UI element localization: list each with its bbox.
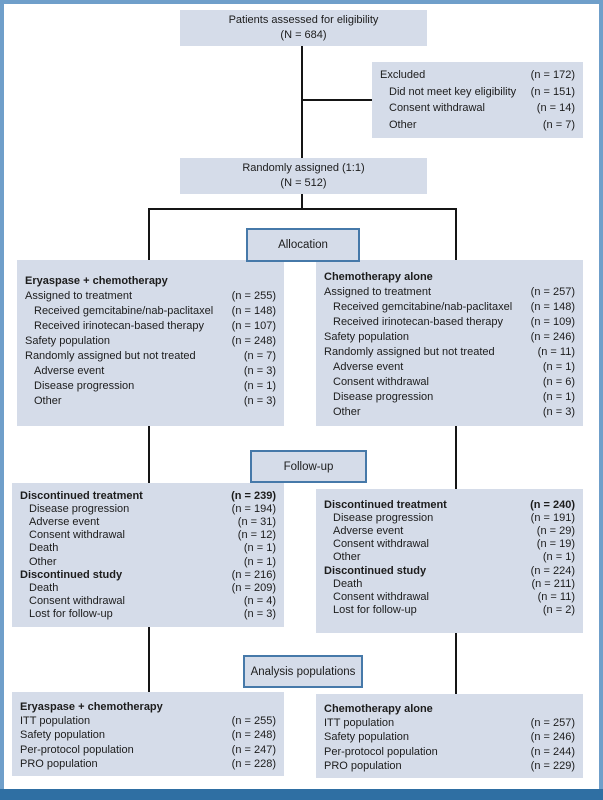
connector-line <box>455 633 457 694</box>
connector-line <box>455 209 457 260</box>
stat-row <box>25 393 276 408</box>
stat-value: (n = 257) <box>530 717 575 730</box>
stat-row <box>324 299 575 314</box>
stat-row <box>380 100 575 117</box>
analysis-right-rows <box>324 716 575 773</box>
stat-row <box>324 314 575 329</box>
stat-label: Consent withdrawal <box>333 538 429 551</box>
stat-value: (n = 246) <box>530 330 575 343</box>
stat-value: (n = 148) <box>231 304 276 317</box>
stat-label: Consent withdrawal <box>389 102 485 115</box>
analysis-right-box <box>316 694 583 778</box>
stat-label: Received gemcitabine/nab-paclitaxel <box>333 300 513 313</box>
stat-value: (n = 14) <box>536 102 575 115</box>
stat-value: (n = 109) <box>530 315 575 328</box>
stat-value: (n = 228) <box>231 757 276 770</box>
stat-row <box>324 344 575 359</box>
stat-value: (n = 191) <box>530 511 575 524</box>
randomized-box-text: Randomly assigned (1:1) <box>242 162 365 174</box>
stat-label: Excluded <box>380 69 426 82</box>
stat-row <box>20 542 276 555</box>
stat-row <box>324 577 575 590</box>
stat-value: (n = 255) <box>231 289 276 302</box>
analysis-stage-label-text: Analysis populations <box>250 665 356 678</box>
arm-title: Eryaspase + chemotherapy <box>25 274 168 287</box>
eligibility-box-count: (N = 684) <box>280 29 327 41</box>
stat-row <box>324 404 575 419</box>
stat-label: Discontinued study <box>20 568 123 581</box>
stat-value: (n = 107) <box>231 319 276 332</box>
stat-label: Other <box>333 405 361 418</box>
stat-value: (n = 248) <box>231 729 276 742</box>
followup-right-box <box>316 489 583 633</box>
stat-label: Assigned to treatment <box>324 285 432 298</box>
stat-value: (n = 239) <box>231 489 276 502</box>
stat-value: (n = 31) <box>237 515 276 528</box>
analysis-left-box <box>12 692 284 776</box>
stat-label: Death <box>29 581 59 594</box>
connector-line <box>148 209 150 260</box>
allocation-stage-label <box>246 228 360 262</box>
stat-label: Did not meet key eligibility <box>389 85 517 98</box>
stat-row <box>20 502 276 515</box>
stat-label: Adverse event <box>333 524 404 537</box>
stat-row <box>324 716 575 730</box>
stat-row <box>324 498 575 511</box>
stat-row <box>20 581 276 594</box>
connector-line <box>148 208 457 210</box>
stat-value: (n = 194) <box>231 502 276 515</box>
stat-row <box>324 551 575 564</box>
allocation-right-rows <box>324 284 575 419</box>
randomized-box-count: (N = 512) <box>280 177 327 189</box>
stat-value: (n = 216) <box>231 568 276 581</box>
allocation-stage-label-text: Allocation <box>278 239 328 251</box>
stat-label: Assigned to treatment <box>25 289 133 302</box>
stat-label: ITT population <box>20 715 91 728</box>
stat-label: Consent withdrawal <box>29 595 125 608</box>
stat-label: Safety population <box>20 729 106 742</box>
bottom-accent-bar <box>0 789 603 800</box>
stat-row <box>324 389 575 404</box>
arm-title: Chemotherapy alone <box>324 270 433 283</box>
stat-row <box>324 759 575 773</box>
stat-row <box>20 515 276 528</box>
stat-label: Lost for follow-up <box>29 608 113 621</box>
stat-label: Per-protocol population <box>20 743 134 756</box>
stat-label: Received gemcitabine/nab-paclitaxel <box>34 304 214 317</box>
stat-row <box>25 363 276 378</box>
arm-title: Eryaspase + chemotherapy <box>20 701 163 714</box>
stat-label: Death <box>29 542 59 555</box>
stat-value: (n = 3) <box>243 364 276 377</box>
allocation-left-rows <box>25 288 276 408</box>
stat-value: (n = 209) <box>231 581 276 594</box>
stat-value: (n = 1) <box>243 555 276 568</box>
stat-row <box>324 564 575 577</box>
stat-label: Adverse event <box>34 364 105 377</box>
stat-label: Discontinued treatment <box>20 489 143 502</box>
stat-row <box>324 359 575 374</box>
stat-label: Disease progression <box>34 379 135 392</box>
stat-label: Death <box>333 577 363 590</box>
stat-value: (n = 246) <box>530 731 575 744</box>
stat-value: (n = 172) <box>530 69 575 82</box>
stat-value: (n = 3) <box>542 405 575 418</box>
stat-row <box>324 374 575 389</box>
stat-label: Consent withdrawal <box>333 375 429 388</box>
connector-line <box>301 194 303 209</box>
allocation-left-box <box>17 260 284 426</box>
stat-row <box>25 318 276 333</box>
stat-label: Safety population <box>25 334 111 347</box>
stat-row <box>324 730 575 744</box>
stat-value: (n = 1) <box>243 542 276 555</box>
eligibility-box-text: Patients assessed for eligibility <box>228 14 379 26</box>
stat-row <box>324 329 575 344</box>
stat-value: (n = 248) <box>231 334 276 347</box>
stat-value: (n = 1) <box>542 551 575 564</box>
stat-row <box>20 555 276 568</box>
stat-label: Safety population <box>324 330 410 343</box>
stat-label: Adverse event <box>29 515 100 528</box>
connector-line <box>302 99 372 101</box>
stat-value: (n = 3) <box>243 608 276 621</box>
stat-value: (n = 240) <box>530 498 575 511</box>
stat-label: Disease progression <box>29 502 130 515</box>
stat-label: Consent withdrawal <box>333 590 429 603</box>
stat-label: Lost for follow-up <box>333 604 417 617</box>
connector-line <box>148 426 150 483</box>
stat-label: Disease progression <box>333 511 434 524</box>
stat-label: Other <box>389 118 417 131</box>
stat-row <box>20 743 276 757</box>
stat-value: (n = 29) <box>536 524 575 537</box>
followup-stage-label-text: Follow-up <box>283 460 334 473</box>
analysis-stage-label <box>243 655 363 688</box>
stat-label: ITT population <box>324 717 395 730</box>
stat-label: Randomly assigned but not treated <box>324 345 495 358</box>
stat-value: (n = 229) <box>530 759 575 772</box>
stat-label: Other <box>34 394 62 407</box>
connector-line <box>148 627 150 692</box>
stat-row <box>324 511 575 524</box>
randomized-box <box>180 158 427 194</box>
eligibility-box <box>180 10 427 46</box>
stat-label: Discontinued study <box>324 564 427 577</box>
followup-left-box <box>12 483 284 627</box>
followup-stage-label <box>250 450 367 483</box>
stat-row <box>20 529 276 542</box>
stat-value: (n = 148) <box>530 300 575 313</box>
stat-label: Randomly assigned but not treated <box>25 349 196 362</box>
stat-row <box>380 67 575 84</box>
stat-value: (n = 1) <box>542 360 575 373</box>
arm-title: Chemotherapy alone <box>324 703 433 716</box>
stat-value: (n = 224) <box>530 564 575 577</box>
stat-value: (n = 247) <box>231 743 276 756</box>
stat-row <box>20 757 276 771</box>
stat-row <box>25 288 276 303</box>
stat-label: Discontinued treatment <box>324 498 447 511</box>
stat-value: (n = 211) <box>531 577 575 590</box>
stat-label: Disease progression <box>333 390 434 403</box>
stat-row <box>25 348 276 363</box>
stat-value: (n = 255) <box>231 715 276 728</box>
stat-row <box>25 303 276 318</box>
allocation-right-box <box>316 260 583 426</box>
stat-row <box>20 714 276 728</box>
stat-value: (n = 1) <box>542 390 575 403</box>
stat-row <box>20 608 276 621</box>
stat-label: Consent withdrawal <box>29 529 125 542</box>
stat-value: (n = 151) <box>530 85 575 98</box>
stat-value: (n = 4) <box>243 595 276 608</box>
stat-value: (n = 3) <box>243 394 276 407</box>
stat-label: PRO population <box>20 757 98 770</box>
excluded-box <box>372 62 583 138</box>
stat-row <box>324 745 575 759</box>
stat-label: Other <box>333 551 361 564</box>
stat-row <box>380 84 575 101</box>
stat-label: Received irinotecan-based therapy <box>333 315 503 328</box>
stat-row <box>380 117 575 134</box>
stat-value: (n = 244) <box>530 745 575 758</box>
stat-row <box>20 728 276 742</box>
connector-line <box>301 46 303 158</box>
stat-label: Received irinotecan-based therapy <box>34 319 204 332</box>
stat-value: (n = 11) <box>537 590 575 603</box>
stat-row <box>324 538 575 551</box>
stat-label: Per-protocol population <box>324 745 438 758</box>
stat-label: Safety population <box>324 731 410 744</box>
stat-row <box>25 333 276 348</box>
analysis-left-rows <box>20 714 276 771</box>
stat-row <box>324 284 575 299</box>
stat-value: (n = 2) <box>542 604 575 617</box>
stat-value: (n = 257) <box>530 285 575 298</box>
stat-value: (n = 7) <box>243 349 276 362</box>
stat-value: (n = 7) <box>542 118 575 131</box>
stat-value: (n = 12) <box>237 529 276 542</box>
stat-row <box>25 378 276 393</box>
stat-row <box>324 604 575 617</box>
stat-value: (n = 1) <box>243 379 276 392</box>
stat-row <box>20 595 276 608</box>
stat-value: (n = 6) <box>542 375 575 388</box>
stat-row <box>324 524 575 537</box>
stat-label: Adverse event <box>333 360 404 373</box>
stat-row <box>324 590 575 603</box>
connector-line <box>455 426 457 489</box>
stat-value: (n = 11) <box>537 345 575 358</box>
stat-row <box>20 568 276 581</box>
stat-value: (n = 19) <box>536 538 575 551</box>
stat-row <box>20 489 276 502</box>
stat-label: PRO population <box>324 759 402 772</box>
stat-label: Other <box>29 555 57 568</box>
